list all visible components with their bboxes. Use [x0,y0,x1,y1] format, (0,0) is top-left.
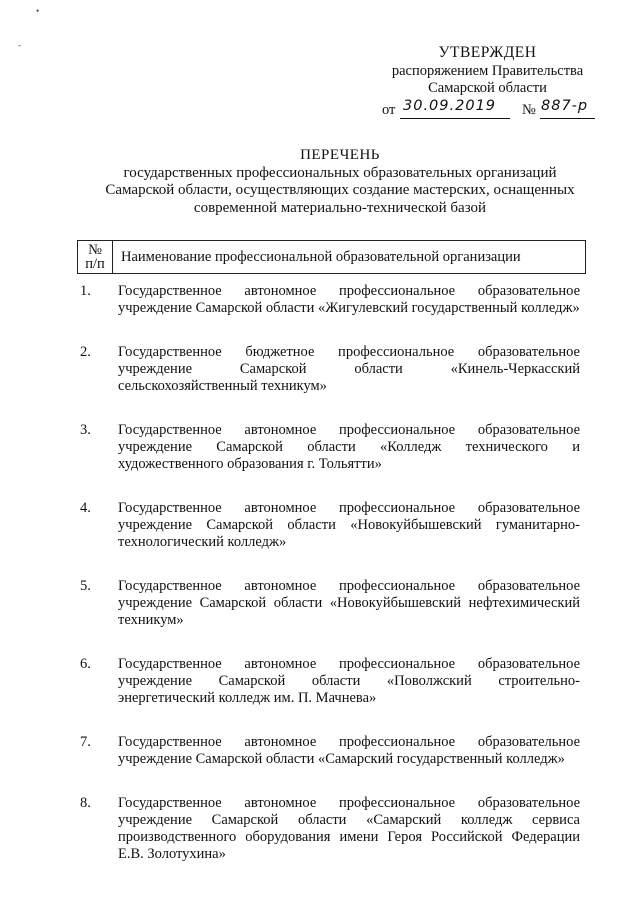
item-number: 5. [80,578,91,594]
item-number: 4. [80,500,91,516]
subtitle-line: Самарской области, осуществляющих создание мастерских, оснащенных [105,182,575,198]
list-item [80,656,580,707]
list-item [80,578,580,629]
item-number: 1. [80,283,91,299]
date-prefix: от [382,102,396,118]
column-number-line-2: п/п [85,256,105,272]
approval-line-1: распоряжением Правительства [391,63,584,79]
list-item [80,500,580,551]
item-text: Государственное автономное профессиональное образовательное учреждение Самарской области «Новокуйбышевский нефтехимический техникум» [118,578,580,628]
item-number: 7. [80,734,91,750]
item-text: Государственное автономное профессиональное образовательное учреждение Самарской области «Новокуйбышевский гуманитарно-технологический колледж» [118,500,580,550]
table-header [77,240,586,274]
subtitle-line: государственных профессиональных образовательных организаций [123,164,557,181]
organization-list [80,283,580,863]
approval-title: УТВЕРЖДЕН [438,44,537,61]
item-number: 3. [80,422,91,438]
list-item [80,422,580,473]
approval-block [380,44,595,121]
list-item [80,734,580,768]
document-title: ПЕРЕЧЕНЬ [300,147,380,163]
approval-line-2: Самарской области [428,80,547,96]
list-item [80,795,580,863]
column-number-header [78,241,113,273]
item-text: Государственное автономное профессиональное образовательное учреждение Самарской области «Самарский колледж сервиса производственного оборудования имени Героя Российской Федерации Е.В. Золотухина» [118,795,580,862]
scan-mark: - [18,40,21,50]
document-heading [90,147,590,217]
number-prefix: № [522,102,536,118]
list-item [80,283,580,317]
column-name-header: Наименование профессиональной образовательной организации [121,249,521,265]
item-number: 2. [80,344,91,360]
scan-mark: • [36,6,40,16]
subtitle-line: современной материально-технической базой [193,199,487,216]
item-text: Государственное автономное профессиональное образовательное учреждение Самарской области «Колледж технического и художественного образования г. Тольятти» [118,422,580,472]
list-item [80,344,580,395]
item-number: 8. [80,795,91,811]
item-text: Государственное бюджетное профессиональное образовательное учреждение Самарской области «Кинель-Черкасский сельскохозяйственный техникум» [118,344,580,394]
item-number: 6. [80,656,91,672]
order-line [380,99,595,121]
item-text: Государственное автономное профессиональное образовательное учреждение Самарской области «Жигулевский государственный колледж» [118,283,580,316]
column-number-line-1: № [88,242,102,258]
item-text: Государственное автономное профессиональное образовательное учреждение Самарской области «Поволжский строительно-энергетический колледж им. П. Мачнева» [118,656,580,706]
handwritten-number: 887-р [541,98,589,114]
item-text: Государственное автономное профессиональное образовательное учреждение Самарской области «Самарский государственный колледж» [118,734,580,767]
handwritten-date: 30.09.2019 [403,98,497,114]
